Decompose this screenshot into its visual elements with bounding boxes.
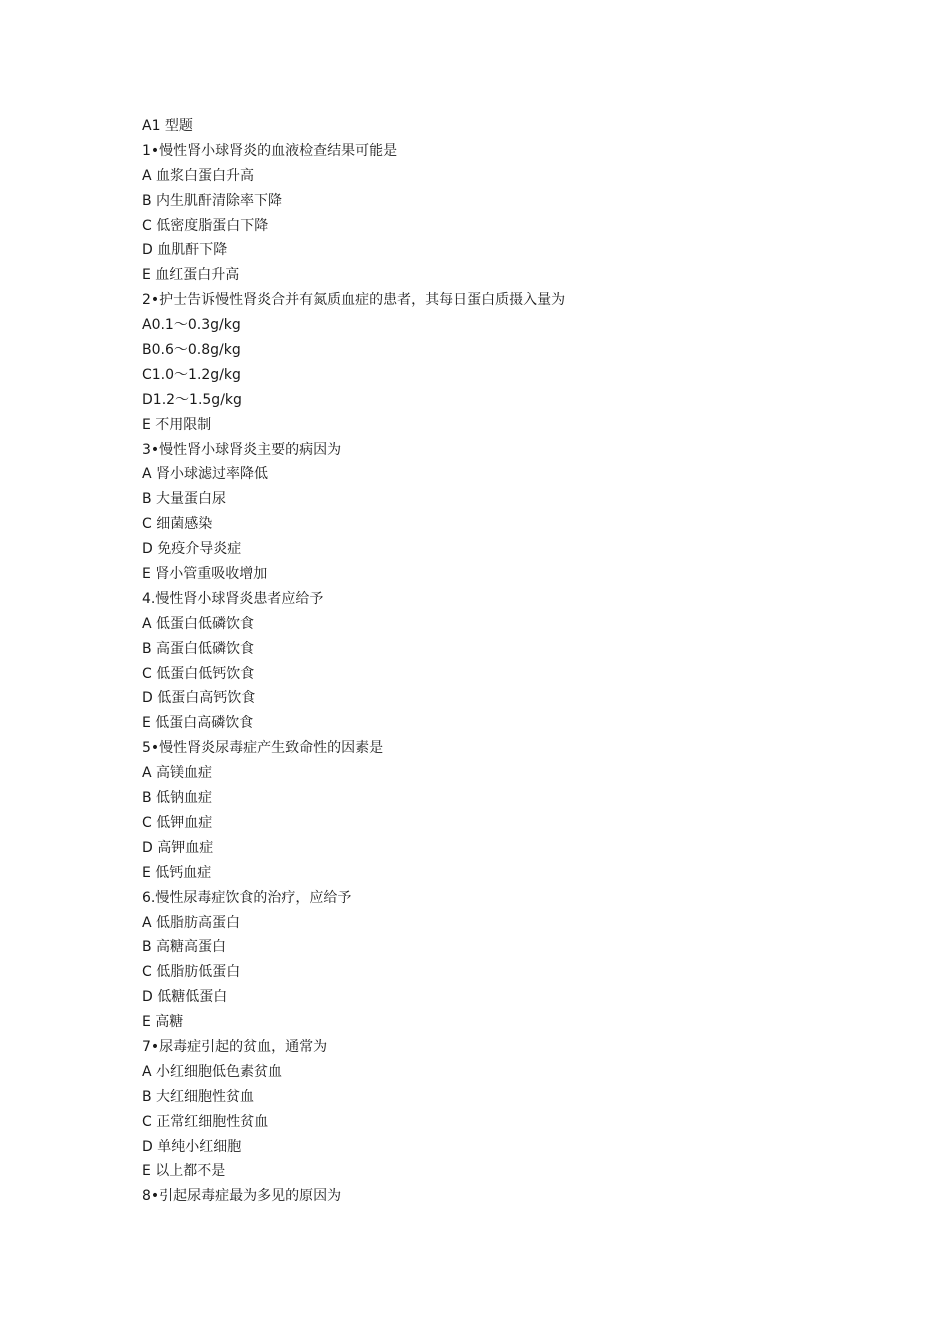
- option-line: D 高钾血症: [142, 839, 214, 856]
- option-line: A 肾小球滤过率降低: [142, 466, 269, 483]
- option-line: E 低蛋白高磷饮食: [142, 715, 254, 732]
- option-line: E 以上都不是: [142, 1163, 226, 1180]
- option-line: C 低钾血症: [142, 814, 213, 831]
- option-line: E 不用限制: [142, 416, 212, 433]
- section-heading: A1 型题: [142, 118, 193, 134]
- option-line: A 高镁血症: [142, 765, 213, 782]
- document-body: [142, 114, 842, 1209]
- question-5: 5•慢性肾炎尿毒症产生致命性的因素是: [142, 740, 384, 757]
- option-line: E 肾小管重吸收增加: [142, 566, 268, 583]
- option-line: D 血肌酐下降: [142, 242, 228, 259]
- option-line: C 正常红细胞性贫血: [142, 1113, 269, 1130]
- option-line: B 内生肌酐清除率下降: [142, 192, 283, 209]
- option-line: A 小红细胞低色素贫血: [142, 1063, 283, 1080]
- option-line: E 血红蛋白升高: [142, 267, 240, 284]
- option-line: A 血浆白蛋白升高: [142, 167, 255, 184]
- question-6: 6.慢性尿毒症饮食的治疗，应给予: [142, 889, 352, 906]
- question-2: 2•护士告诉慢性肾炎合并有氮质血症的患者，其每日蛋白质摄入量为: [142, 292, 566, 309]
- option-line: D 低糖低蛋白: [142, 989, 228, 1006]
- option-line: D1.2〜1.5g/kg: [142, 391, 242, 408]
- option-line: B0.6〜0.8g/kg: [142, 342, 241, 359]
- question-8: 8•引起尿毒症最为多见的原因为: [142, 1188, 342, 1205]
- option-line: C 低密度脂蛋白下降: [142, 217, 269, 234]
- question-1: 1•慢性肾小球肾炎的血液检查结果可能是: [142, 142, 398, 159]
- option-line: B 高蛋白低磷饮食: [142, 640, 255, 657]
- question-4: 4.慢性肾小球肾炎患者应给予: [142, 590, 324, 607]
- option-line: D 单纯小红细胞: [142, 1138, 242, 1155]
- option-line: B 大红细胞性贫血: [142, 1088, 255, 1105]
- option-line: C 细菌感染: [142, 516, 213, 533]
- option-line: E 高糖: [142, 1014, 184, 1031]
- option-line: B 低钠血症: [142, 790, 213, 807]
- option-line: C1.0〜1.2g/kg: [142, 366, 241, 383]
- option-line: C 低蛋白低钙饮食: [142, 665, 255, 682]
- option-line: A0.1〜0.3g/kg: [142, 317, 241, 334]
- option-line: A 低蛋白低磷饮食: [142, 615, 255, 632]
- option-line: A 低脂肪高蛋白: [142, 914, 241, 931]
- option-line: E 低钙血症: [142, 864, 212, 881]
- question-3: 3•慢性肾小球肾炎主要的病因为: [142, 441, 342, 458]
- option-line: D 免疫介导炎症: [142, 541, 242, 558]
- question-7: 7•尿毒症引起的贫血，通常为: [142, 1038, 328, 1055]
- option-line: D 低蛋白高钙饮食: [142, 690, 256, 707]
- option-line: B 大量蛋白尿: [142, 491, 227, 508]
- option-line: C 低脂肪低蛋白: [142, 964, 241, 981]
- option-line: B 高糖高蛋白: [142, 939, 227, 956]
